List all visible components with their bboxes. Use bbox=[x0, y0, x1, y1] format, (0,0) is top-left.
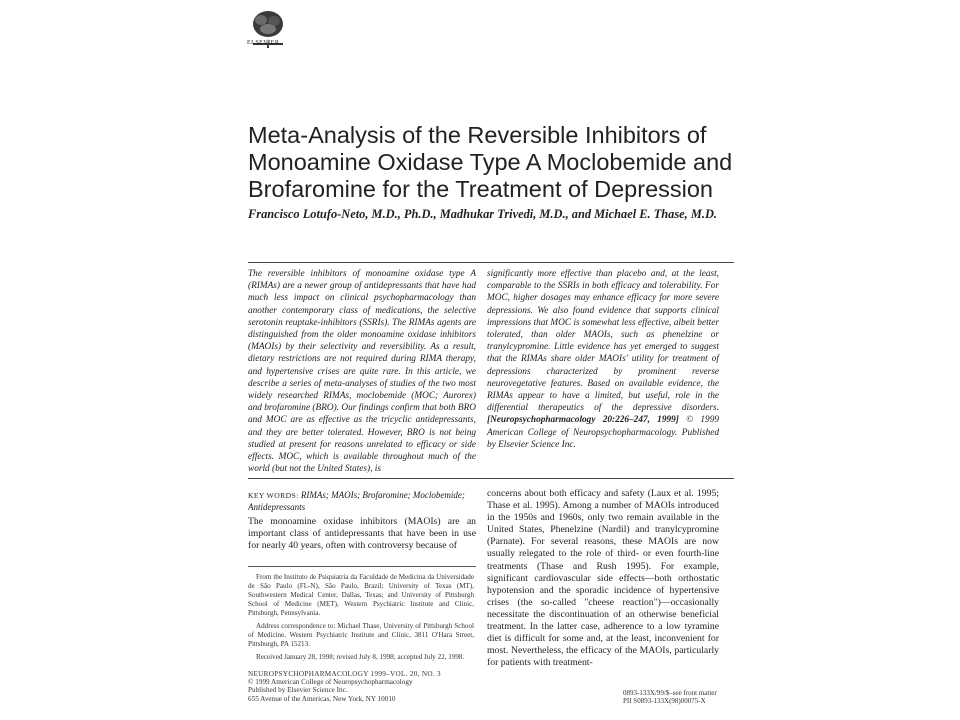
footer-copyright: © 1999 American College of Neuropsychopharmacology bbox=[248, 678, 413, 687]
publisher-wordmark: ELSEVIER bbox=[247, 40, 280, 46]
footnote-rule bbox=[248, 566, 476, 567]
footnotes bbox=[248, 573, 474, 666]
abstract-text: significantly more effective than placebo and, at the least, comparable to the SSRIs in both efficacy and tolerability. For MOC, higher dosages may enhance efficacy for more severe depressions. We also found evidence that supports clinical impressions that MOC is somewhat less effective, albeit better tolerated, than older MAOIs, such as phenelzine or tranylcypromine. Little evidence has yet emerged to suggest that the RIMAs share older MAOIs' utility for treatment of depressions characterized by prominent reverse neurovegetative features. Based on available evidence, the RIMAs appear to have a limited, but useful, role in the differential therapeutics of the depressive disorders. bbox=[487, 269, 719, 414]
abstract-column-1: The reversible inhibitors of monoamine oxidase type A (RIMAs) are a newer group of antidepressants that have had much less impact on clinical psychopharmacology than another contemporary class of medications, the selective serotonin reuptake-inhibitors (SSRIs). The RIMAs agents are distinguished from the older monoamine oxidase inhibitors (MAOIs) by their selectivity and reversibility. As a result, dietary restrictions are not required during RIMA therapy, and hypertensive crises are quite rare. In this article, we describe a series of meta-analyses of studies of the two most widely researched RIMAs, moclobemide (MOC; Aurorex) and brofaromine (BRO). Our findings confirm that both BRO and MOC are as effective as the tricyclic antidepressants, and they are better tolerated. However, BRO is not being studied at present for reasons unrelated to efficacy or side effects. MOC, which is available throughout much of the world (but not the United States), is bbox=[248, 269, 476, 475]
article-title bbox=[248, 122, 768, 203]
title-line: Monoamine Oxidase Type A Moclobemide and bbox=[248, 149, 733, 175]
footnote-affiliations: From the Instituto de Psiquiatria da Faculdade de Medicina da Universidade de São Paulo (FL-N), São Paulo, Brazil; University of Texas (MT), Southwestern Medical Center, Dallas, Texas; and University of Pittsburgh School of Medicine (MET), Western Psychiatric Institute and Clinic, Pittsburgh, Pennsylvania. bbox=[248, 573, 474, 617]
abstract-column-2 bbox=[487, 268, 719, 451]
footer-address: 655 Avenue of the Americas, New York, NY 10010 bbox=[248, 694, 396, 703]
body-column-1: The monoamine oxidase inhibitors (MAOIs) are an important class of antidepressants that have been in use for nearly 40 years, often with controversy because of bbox=[248, 516, 476, 552]
footnote-dates: Received January 28, 1998; revised July 8, 1998; accepted July 22, 1998. bbox=[256, 653, 465, 661]
keywords bbox=[248, 490, 473, 513]
author-line: Francisco Lotufo-Neto, M.D., Ph.D., Madhukar Trivedi, M.D., and Michael E. Thase, M.D. bbox=[248, 207, 718, 221]
keywords-label: KEY WORDS: bbox=[248, 491, 299, 500]
page-footer-left bbox=[248, 670, 441, 703]
page-footer-right bbox=[623, 689, 717, 705]
divider bbox=[248, 262, 734, 263]
footer-publisher: Published by Elsevier Science Inc. bbox=[248, 686, 348, 695]
title-line: Brofaromine for the Treatment of Depression bbox=[248, 176, 713, 202]
keywords-text: RIMAs; MAOIs; Brofaromine; Moclobemide; Antidepressants bbox=[248, 490, 465, 512]
body-column-2: concerns about both efficacy and safety (Laux et al. 1995; Thase et al. 1995). Among a number of MAOIs introduced in the 1950s and 1960s, only two remain available in the United States, Phenelzine (Nardil) and tranylcypromine (Parnate). For several reasons, these MAOIs are now usually relegated to the role of third- or even fourth-line treatments (Thase and Rush 1995). For example, significant cardiovascular side effects—both orthostatic hypotension and the sporadic incidence of hypertensive crises (the so-called "cheese reaction")—occasionally necessitate the discontinuation of an otherwise beneficial treatment. In the latter case, adherence to a low tyramine diet is difficult for some and, at the least, inconvenient for most. Nevertheless, the efficacy of the MAOIs, particularly for patients with treatment- bbox=[487, 488, 719, 669]
journal-line: NEUROPSYCHOPHARMACOLOGY 1999–VOL. 20, NO. 3 bbox=[248, 670, 441, 678]
title-line: Meta-Analysis of the Reversible Inhibitors of bbox=[248, 122, 707, 148]
abstract-citation: [Neuropsychopharmacology 20:226–247, 1999] bbox=[487, 415, 679, 426]
pii-line: PII S0893-133X(98)00075-X bbox=[623, 697, 706, 706]
abstract-copyright: © 1999 American College of Neuropsychopharmacology. Published by Elsevier Science Inc. bbox=[487, 415, 719, 450]
footnote-correspondence: Address correspondence to: Michael Thase, University of Pittsburgh School of Medicine, Western Psychiatric Institute and Clinic, 3811 O'Hara Street, Pittsburgh, PA 15213. bbox=[248, 622, 474, 648]
divider bbox=[248, 478, 734, 479]
issn-line: 0893-133X/99/$–see front matter bbox=[623, 689, 717, 697]
